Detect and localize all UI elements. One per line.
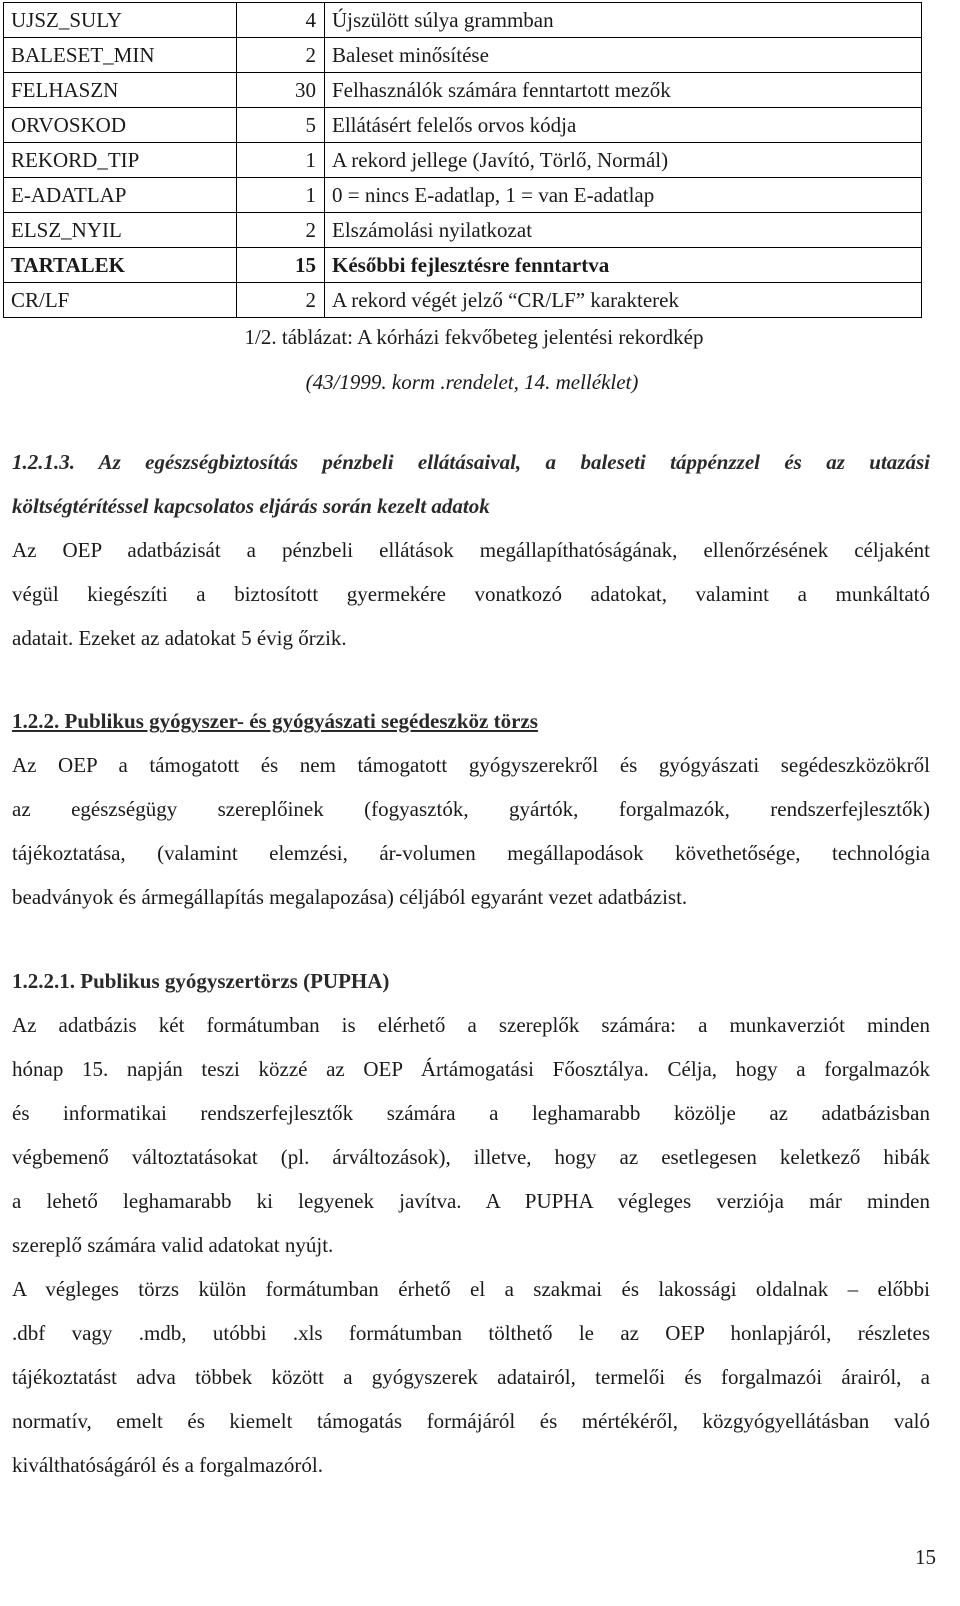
section-122-heading: 1.2.2. Publikus gyógyszer- és gyógyászati segédeszköz törzs	[12, 709, 538, 733]
field-name-cell: FELHASZN	[4, 73, 237, 108]
field-length-cell: 15	[237, 248, 325, 283]
field-name-cell: E-ADATLAP	[4, 178, 237, 213]
section-1213-heading-line1: 1.2.1.3. Az egészségbiztosítás pénzbeli ellátásaival, a baleseti táppénzzel és az utazási	[12, 450, 930, 474]
paragraph-line: .dbf vagy .mdb, utóbbi .xls formátumban tölthető le az OEP honlapjáról, részletes	[12, 1321, 930, 1345]
field-description-cell: Ellátásért felelős orvos kódja	[325, 108, 922, 143]
field-description-cell: 0 = nincs E-adatlap, 1 = van E-adatlap	[325, 178, 922, 213]
field-name-cell: CR/LF	[4, 283, 237, 318]
table-row	[4, 108, 922, 143]
page-number: 15	[915, 1545, 936, 1569]
paragraph-line: Az OEP a támogatott és nem támogatott gyógyszerekről és gyógyászati segédeszközökről	[12, 753, 930, 777]
field-length-cell: 5	[237, 108, 325, 143]
field-length-cell: 2	[237, 213, 325, 248]
paragraph-line: a lehető leghamarabb ki legyenek javítva. A PUPHA végleges verziója már minden	[12, 1189, 930, 1213]
record-layout-table	[3, 2, 922, 318]
table-caption-source: (43/1999. korm .rendelet, 14. melléklet)	[305, 370, 639, 394]
field-length-cell: 1	[237, 178, 325, 213]
field-description-cell: A rekord végét jelző “CR/LF” karakterek	[325, 283, 922, 318]
paragraph-line: A végleges törzs külön formátumban érhető el a szakmai és lakossági oldalnak – előbbi	[12, 1277, 930, 1301]
field-name-cell: TARTALEK	[4, 248, 237, 283]
paragraph-line: beadványok és ármegállapítás megalapozása) céljából egyaránt vezet adatbázist.	[12, 885, 688, 909]
field-description-cell: Elszámolási nyilatkozat	[325, 213, 922, 248]
field-description-cell: Újszülött súlya grammban	[325, 3, 922, 38]
field-description-cell: Felhasználók számára fenntartott mezők	[325, 73, 922, 108]
table-caption: 1/2. táblázat: A kórházi fekvőbeteg jelentési rekordkép	[244, 325, 704, 349]
table-row	[4, 178, 922, 213]
section-1213	[12, 440, 930, 660]
field-name-cell: ELSZ_NYIL	[4, 213, 237, 248]
section-122	[12, 699, 930, 919]
section-1213-heading-line2: költségtérítéssel kapcsolatos eljárás során kezelt adatok	[12, 494, 490, 518]
field-length-cell: 1	[237, 143, 325, 178]
field-name-cell: ORVOSKOD	[4, 108, 237, 143]
paragraph-line: adatait. Ezeket az adatokat 5 évig őrzik.	[12, 626, 347, 650]
paragraph-line: normatív, emelt és kiemelt támogatás formájáról és mértékéről, közgyógyellátásban való	[12, 1409, 930, 1433]
section-1221-heading: 1.2.2.1. Publikus gyógyszertörzs (PUPHA)	[12, 969, 390, 993]
paragraph-line: szereplő számára valid adatokat nyújt.	[12, 1233, 334, 1257]
section-1221	[12, 959, 930, 1487]
paragraph-line: és informatikai rendszerfejlesztők számára a leghamarabb közölje az adatbázisban	[12, 1101, 930, 1125]
field-description-cell: A rekord jellege (Javító, Törlő, Normál)	[325, 143, 922, 178]
table-row	[4, 283, 922, 318]
paragraph-line: tájékoztatása, (valamint elemzési, ár-volumen megállapodások követhetősége, technológia	[12, 841, 930, 865]
table-row	[4, 73, 922, 108]
table-row	[4, 143, 922, 178]
field-length-cell: 2	[237, 283, 325, 318]
paragraph-line: Az adatbázis két formátumban is elérhető a szereplők számára: a munkaverziót minden	[12, 1013, 930, 1037]
paragraph-line: az egészségügy szereplőinek (fogyasztók, gyártók, forgalmazók, rendszerfejlesztők)	[12, 797, 930, 821]
paragraph-line: hónap 15. napján teszi közzé az OEP Ártámogatási Főosztálya. Célja, hogy a forgalmazók	[12, 1057, 930, 1081]
table-row	[4, 213, 922, 248]
paragraph-line: Az OEP adatbázisát a pénzbeli ellátások megállapíthatóságának, ellenőrzésének céljaként	[12, 538, 930, 562]
field-name-cell: REKORD_TIP	[4, 143, 237, 178]
paragraph-line: kiválthatóságáról és a forgalmazóról.	[12, 1453, 324, 1477]
paragraph-line: végül kiegészíti a biztosított gyermekére vonatkozó adatokat, valamint a munkáltató	[12, 582, 930, 606]
paragraph-line: végbemenő változtatásokat (pl. árváltozások), illetve, hogy az esetlegesen keletkező hibák	[12, 1145, 930, 1169]
field-description-cell: Későbbi fejlesztésre fenntartva	[325, 248, 922, 283]
field-name-cell: UJSZ_SULY	[4, 3, 237, 38]
field-length-cell: 30	[237, 73, 325, 108]
field-length-cell: 4	[237, 3, 325, 38]
field-name-cell: BALESET_MIN	[4, 38, 237, 73]
table-row	[4, 248, 922, 283]
field-length-cell: 2	[237, 38, 325, 73]
table-row	[4, 3, 922, 38]
table-row	[4, 38, 922, 73]
field-description-cell: Baleset minősítése	[325, 38, 922, 73]
paragraph-line: tájékoztatást adva többek között a gyógyszerek adatairól, termelői és forgalmazói árairól, a	[12, 1365, 930, 1389]
